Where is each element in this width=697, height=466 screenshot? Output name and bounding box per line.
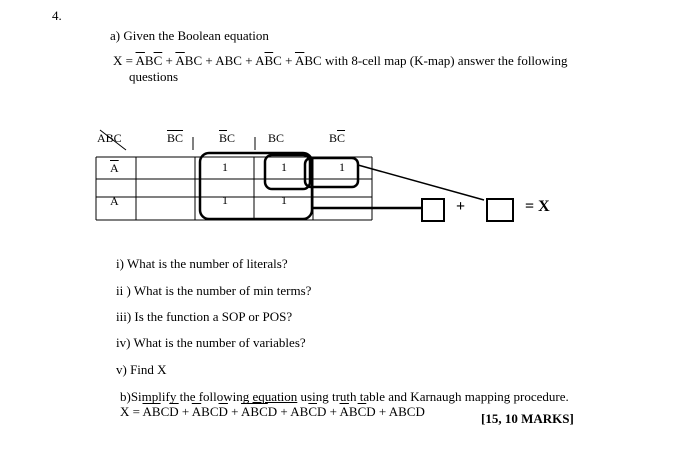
part-b-equation: $X = \overline{AB}C\overline{D} + \overline{A}BC\overline{D} + \overline{ABC}D + AB\overline{C}D + \overline{A}B\overline{C}D$ + ABCD: [120, 404, 425, 419]
kmap-pair-group-inner: [265, 155, 310, 189]
eq-term-5: $\overline{A}BC$: [294, 53, 322, 68]
answer-equals-x: = X: [525, 198, 550, 215]
kmap-corner-label: [97, 131, 122, 146]
question-number: 4.: [52, 8, 62, 23]
kmap-corner-bc: BC: [105, 131, 122, 145]
part-b-heading: b)Simplify the following equation using truth table and Karnaugh mapping procedure.: [120, 389, 569, 404]
answer-plus: +: [456, 198, 466, 215]
kmap-col-header-1: $\overline{B}C$: [219, 131, 236, 145]
kmap-row-label-1: A: [110, 194, 119, 208]
equation-lhs: X =: [113, 53, 133, 68]
question-v: v) Find X: [116, 362, 167, 377]
equation-continuation: questions: [129, 69, 179, 84]
question-iv: iv) What is the number of variables?: [116, 335, 306, 350]
answer-box-1: [422, 199, 444, 221]
kmap-cell: 1: [222, 160, 228, 174]
kmap-col-header-2: BC: [268, 131, 285, 145]
eq-term-4: $A\overline{B}C$: [255, 53, 282, 68]
part-b-underlined-word: equation: [252, 389, 298, 404]
question-i: i) What is the number of literals?: [116, 256, 288, 271]
marks-label: [15, 10 MARKS]: [481, 411, 574, 426]
kmap-cell: 1: [281, 193, 287, 207]
eq-term-3: ABC: [215, 53, 242, 68]
kmap-connector-pair: [358, 165, 484, 200]
kmap-col-header-0: $\overline{BC}$: [167, 131, 184, 145]
kmap-cell: 1: [281, 160, 287, 174]
kmap-cell: 1: [222, 193, 228, 207]
part-a-equation: $X = \overline{A}B\overline{C} + \overline{A}BC$ + ABC + $A\overline{B}C + \overline{A}BC$ with 8-cell map (K-map) answer the following: [113, 53, 568, 68]
kmap-corner-a: A: [97, 131, 106, 145]
kmap-grid: [96, 157, 372, 220]
kmap-cell: 1: [339, 160, 345, 174]
eq-term-1: $\overline{A}B\overline{C}$: [135, 53, 163, 68]
question-ii: ii ) What is the number of min terms?: [116, 283, 312, 298]
equation-suffix: with 8-cell map (K-map) answer the following: [321, 53, 568, 68]
question-iii: iii) Is the function a SOP or POS?: [116, 309, 293, 324]
kmap-col-header-3: $B\overline{C}$: [329, 131, 346, 145]
answer-box-2: [487, 199, 513, 221]
kmap-row-label-0: $\overline{A}$: [110, 161, 119, 175]
kmap-quad-group: [200, 153, 312, 219]
eq-term-2: $\overline{A}BC$: [175, 53, 203, 68]
part-a-heading: a) Given the Boolean equation: [110, 28, 269, 43]
